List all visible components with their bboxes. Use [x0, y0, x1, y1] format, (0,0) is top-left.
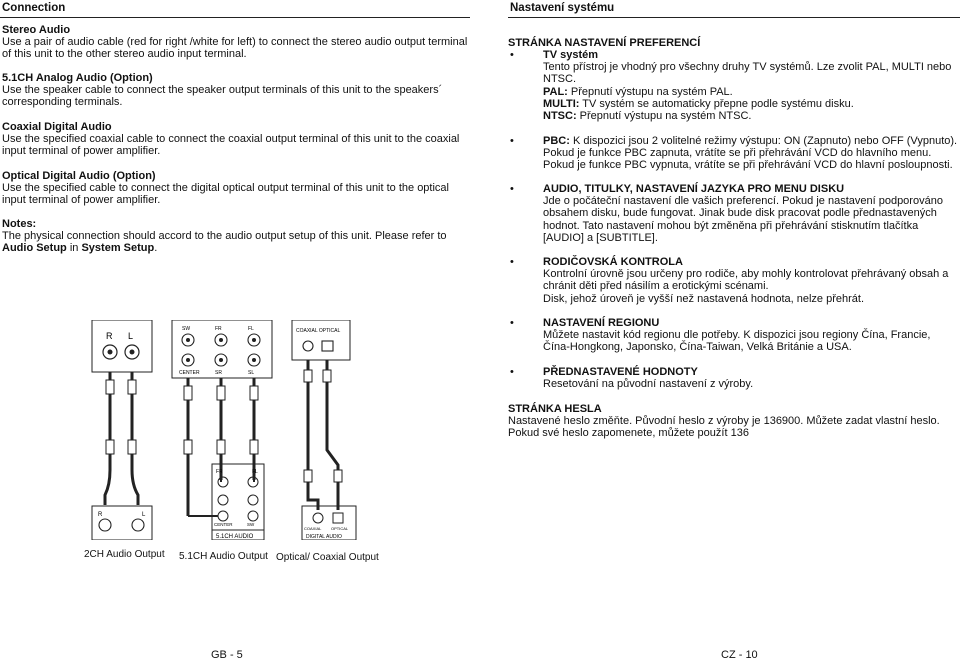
out-fl-label: FL: [248, 326, 254, 332]
tv-pal: PAL: Přepnutí výstupu na systém PAL.: [543, 85, 733, 98]
notes-bold-system-setup: System Setup: [81, 242, 155, 255]
amp-digital-label: DIGITAL AUDIO: [306, 534, 342, 540]
tv-title: TV systém: [543, 49, 599, 61]
caption-2ch: 2CH Audio Output: [84, 549, 165, 560]
audio-title: AUDIO, TITULKY, NASTAVENÍ JAZYKA PRO MENU DISKU: [543, 183, 845, 195]
stereo-text: Use a pair of audio cable (red for right /white for left) to connect the stereo audio output terminal of this unit to the other stereo audio input terminal.: [2, 36, 468, 61]
tv-ntsc: NTSC: Přepnutí výstupu na systém NTSC.: [543, 110, 752, 123]
amp-coaxial-label: COAXIAL: [304, 526, 322, 531]
amp-r-label: R: [98, 512, 103, 518]
password-section: [508, 403, 960, 440]
caption-51ch: 5.1CH Audio Output: [179, 551, 268, 562]
right-header: Nastavení systému: [508, 0, 960, 18]
amp-sw-label: SW: [247, 522, 255, 527]
coax-optical-label: COAXIAL OPTICAL: [296, 328, 341, 334]
amp-l-label: L: [142, 512, 146, 518]
out-sl-label: SL: [248, 370, 255, 376]
optical-text: Use the specified cable to connect the digital optical output terminal of this unit to the optical input terminal of power amplifier.: [2, 182, 449, 207]
notes-section: [2, 218, 468, 255]
pbc-text: PBC: K dispozici jsou 2 volitelné režimy výstupu: ON (Zapnuto) nebo OFF (Vypnuto). Pokud je funkce PBC zapnuta, vrátíte se při přehrávání VCD do hlavního menu. Pokud je funkce PBC vypnuta, vrátíte se při přehrávání VCD do hlavní posloupnosti.: [543, 135, 958, 172]
stereo-l-label: L: [128, 331, 134, 341]
amp-fl-label: FL: [252, 469, 258, 475]
audio-text: Jde o počáteční nastavení dle vašich preferencí. Pokud je nastavení podporováno obsahem disku, bude fungovat. Jinak bude disk pracovat podle přednastavených hodnot. Tato nastavení mohou být změněna při přehrávání stisknutím tlačítka [AUDIO] a [SUBTITLE].: [543, 195, 943, 244]
coaxial-text: Use the specified coaxial cable to connect the coaxial output terminal of this unit to the coaxial input terminal of power amplifier.: [2, 133, 460, 158]
password-text: Nastavené heslo změňte. Původní heslo z výroby je 136900. Můžete zadat vlastní heslo. Pokud své heslo zapomenete, můžete použít 136: [508, 415, 940, 440]
page-number-left: GB - 5: [211, 649, 243, 661]
amp-fr-label: FR: [216, 469, 223, 475]
analog-section: [2, 72, 468, 109]
analog-title: 5.1CH Analog Audio (Option): [2, 72, 153, 84]
left-header: Connection: [0, 0, 470, 18]
page-number-right: CZ - 10: [721, 649, 758, 661]
defaults-title: PŘEDNASTAVENÉ HODNOTY: [543, 366, 698, 378]
password-title: STRÁNKA HESLA: [508, 403, 602, 415]
analog-text: Use the speaker cable to connect the speaker output terminals of this unit to the speakers´ corresponding terminals.: [2, 84, 443, 109]
notes-text: The physical connection should accord to the audio output setup of this unit. Please refer to Audio Setup in System Setup.: [2, 230, 447, 255]
out-fr-label: FR: [215, 326, 222, 332]
stereo-r-label: R: [106, 331, 113, 341]
stereo-title: Stereo Audio: [2, 24, 71, 36]
optical-section: [2, 170, 468, 207]
region-title: NASTAVENÍ REGIONU: [543, 317, 660, 329]
parental-text1: Kontrolní úrovně jsou určeny pro rodiče, aby mohly kontrolovat přehrávaný obsah a chránit děti před násilím a erotickými scénami.: [543, 268, 949, 293]
amp-51ch-label: 5.1CH AUDIO: [216, 534, 254, 540]
parental-title: RODIČOVSKÁ KONTROLA: [543, 256, 683, 268]
caption-optical-coaxial: Optical/ Coaxial Output: [276, 552, 379, 563]
left-column: [0, 0, 470, 255]
region-text: Můžete nastavit kód regionu dle potřeby. K dispozici jsou regiony Čína, Francie, Čína-Hongkong, Japonsko, Čína-Taiwan, Velká Británie a USA.: [543, 329, 931, 354]
out-sw-label: SW: [182, 326, 191, 332]
coaxial-section: [2, 121, 468, 158]
out-sr-label: SR: [215, 370, 222, 376]
connection-diagram: [80, 320, 380, 540]
notes-title: Notes:: [2, 218, 37, 230]
preferences-section-title: STRÁNKA NASTAVENÍ PREFERENCÍ: [508, 37, 701, 49]
stereo-section: [2, 24, 468, 61]
tv-line1: Tento přístroj je vhodný pro všechny druhy TV systémů. Lze zvolit PAL, MULTI nebo NTSC.: [543, 61, 952, 86]
notes-bold-audio-setup: Audio Setup: [2, 242, 67, 255]
tv-multi: MULTI: TV systém se automaticky přepne podle systému disku.: [543, 97, 854, 110]
out-center-label: CENTER: [179, 370, 200, 376]
right-column: Nastavení systému STRÁNKA NASTAVENÍ PREFERENCÍ • TV systém Tento přístroj je vhodný pro všechny druhy TV systémů. Lze zvolit PAL, MULTI nebo NTSC. PAL: Přepnutí výstupu na systém PAL. MULTI: TV systém se automaticky přepne podle systému disku. NTSC: Přepnutí výstupu na systém NTSC. • PBC: K dispozici jsou 2 volitelné režimy výstupu: ON (Zapnuto) nebo OFF (Vypnuto). Pokud je funkce PBC zapnuta, vrátíte se při přehrávání VCD do hlavního menu. Pokud je funkce PBC vypnuta, vrátíte se při přehrávání VCD do hlavní posloupnosti. • AUDIO, TITULKY, NASTAVENÍ JAZYKA PRO MENU DISKU Jde o počáteční nastavení dle vašich preferencí. Pokud je nastavení podporováno obsahem disku, bude fungovat. Jinak bude disk pracovat podle přednastavených hodnot. Tato nastavení mohou být změněna při přehrávání stisknutím tlačítka [AUDIO] a [SUBTITLE]. • RODIČOVSKÁ KONTROLA Kontrolní úrovně jsou určeny pro rodiče, aby mohly kontrolovat přehrávaný obsah a chránit děti před násilím a erotickými scénami. Disk, jehož úroveň je vyšší než nastavená hodnota, nelze přehrát. • NASTAVENÍ REGIONU Můžete nastavit kód regionu dle potřeby. K dispozici jsou regiony Čína, Francie, Čína-Hongkong, Japonsko, Čína-Taiwan, Velká Británie a USA. • PŘEDNASTAVENÉ HODNOTY Resetování na původní nastavení z výroby. STRÁNKA HESLA Nastavené heslo změňte. Původní heslo z výroby je 136900. Můžete zadat vlastní heslo. Pokud své heslo zapomenete, můžete použít 136: [508, 0, 960, 658]
optical-title: Optical Digital Audio (Option): [2, 170, 156, 182]
defaults-text: Resetování na původní nastavení z výroby.: [543, 378, 754, 391]
amp-center-label: CENTER: [214, 522, 233, 527]
parental-text2: Disk, jehož úroveň je vyšší než nastavená hodnota, nelze přehrát.: [543, 292, 865, 305]
coaxial-title: Coaxial Digital Audio: [2, 121, 112, 133]
amp-optical-label: OPTICAL: [331, 526, 349, 531]
